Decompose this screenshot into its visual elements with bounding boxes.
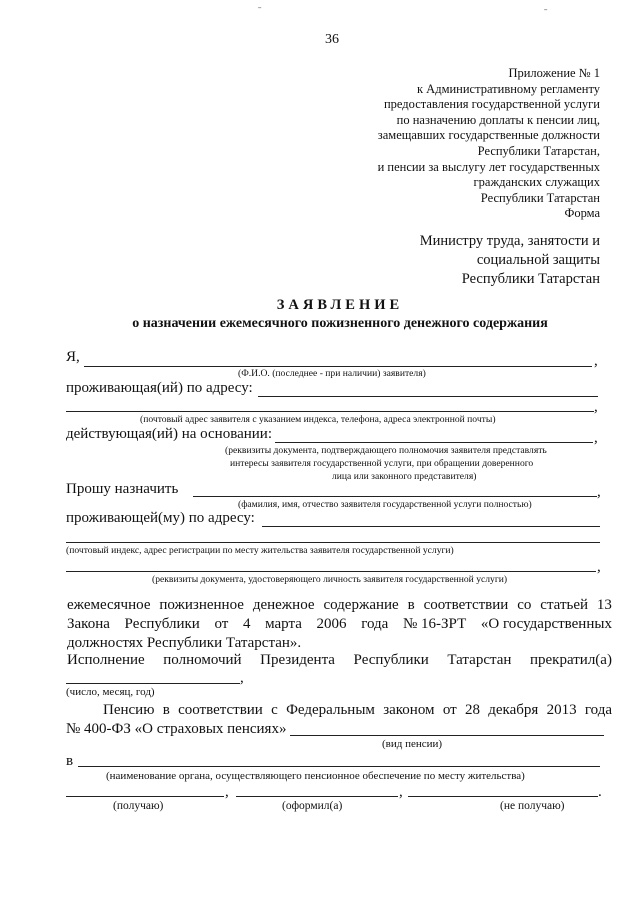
doc-caption-2: интересы заявителя государственной услуги, при обращении доверенного xyxy=(230,458,534,469)
word: 28 xyxy=(464,702,480,718)
paragraph-1-line-2 xyxy=(67,616,612,633)
paragraph-1-line-1 xyxy=(67,597,612,614)
comma: , xyxy=(597,484,601,500)
v-label: в xyxy=(66,753,74,769)
appendix-line: Республики Татарстан, xyxy=(477,143,600,158)
addressee-line: Министру труда, занятости и xyxy=(419,233,600,249)
scan-mark-left: ˉ xyxy=(258,6,262,17)
appendix-line: по назначению доплаты к пенсии лиц, xyxy=(396,112,600,127)
period: . xyxy=(598,784,602,800)
comma: , xyxy=(594,399,598,415)
paragraph-3-line-1 xyxy=(103,702,612,719)
option-not-receive-caption: (не получаю) xyxy=(500,800,565,812)
word: от xyxy=(214,616,229,632)
comma: , xyxy=(225,784,229,800)
option-not-receive-field[interactable] xyxy=(408,796,598,797)
appendix-line: и пенсии за выслугу лет государственных xyxy=(377,159,600,174)
fio-field[interactable] xyxy=(84,366,592,367)
option-receive-field[interactable] xyxy=(66,796,224,797)
word: ежемесячное xyxy=(67,597,151,613)
word: «О государственных xyxy=(480,616,612,632)
option-receive-caption: (получаю) xyxy=(113,800,164,812)
word: Республики xyxy=(353,652,429,668)
word: № 16-ЗРТ xyxy=(402,616,467,632)
fio-caption: (Ф.И.О. (последнее - при наличии) заявителя) xyxy=(238,368,426,379)
index-caption: (почтовый индекс, адрес регистрации по месту жительства заявителя государственной услуги) xyxy=(66,545,454,556)
appendix-block xyxy=(378,66,600,222)
addressee-line: социальной защиты xyxy=(476,252,600,268)
word: декабря xyxy=(488,702,539,718)
option-registered-caption: (оформил(а) xyxy=(282,800,343,812)
scan-mark-right: ˉ xyxy=(544,8,548,19)
word: прекратил(а) xyxy=(530,652,612,668)
word: соответствии xyxy=(423,597,509,613)
date-field[interactable] xyxy=(66,683,240,684)
doc-caption-1: (реквизиты документа, подтверждающего полномочия заявителя представлять xyxy=(225,445,547,456)
acting-label: действующая(ий) на основании: xyxy=(66,426,272,442)
word: пожизненное xyxy=(159,597,244,613)
paragraph-2-line-1 xyxy=(67,652,612,669)
addressee-line: Республики Татарстан xyxy=(461,271,600,287)
appendix-line: Форма xyxy=(564,206,600,221)
word: со xyxy=(517,597,532,613)
comma: , xyxy=(594,430,598,446)
word: марта xyxy=(265,616,302,632)
addressee-block xyxy=(420,232,600,289)
word: в xyxy=(407,597,415,613)
word: денежное xyxy=(252,597,315,613)
word: полномочий xyxy=(163,652,242,668)
word: содержание xyxy=(323,597,399,613)
word: статьей xyxy=(540,597,589,613)
word: в xyxy=(162,702,170,718)
appendix-line: к Административному регламенту xyxy=(416,81,600,96)
document-subtitle: о назначении ежемесячного пожизненного денежного содержания xyxy=(132,316,548,331)
postal-caption: (почтовый адрес заявителя с указанием индекса, телефона, адреса электронной почты) xyxy=(140,414,496,425)
word: 13 xyxy=(596,597,612,613)
word: от xyxy=(442,702,457,718)
option-registered-field[interactable] xyxy=(236,796,398,797)
id-caption: (реквизиты документа, удостоверяющего личность заявителя государственной услуги) xyxy=(152,574,508,585)
appendix-line: Республики Татарстан xyxy=(480,190,600,205)
word: года xyxy=(584,702,612,718)
appendix-line: Приложение № 1 xyxy=(508,66,600,80)
pension-type-field[interactable] xyxy=(290,735,604,736)
document-title: ЗАЯВЛЕНИЕ xyxy=(276,297,404,313)
id-document-field[interactable] xyxy=(66,571,596,572)
word: 4 xyxy=(242,616,251,632)
acting-field[interactable] xyxy=(275,442,593,443)
appendix-line: гражданских служащих xyxy=(473,175,600,190)
doc-caption-3: лица или законного представителя) xyxy=(332,471,477,482)
comma: , xyxy=(399,784,403,800)
page-number: 36 xyxy=(325,32,339,47)
paragraph-3-line-2: № 400-ФЗ «О страховых пенсиях» xyxy=(66,721,287,737)
postal-address-field[interactable] xyxy=(66,411,594,412)
appendix-line: замещавших государственные должности xyxy=(377,128,600,143)
ya-label: Я, xyxy=(66,349,80,365)
word: Федеральным xyxy=(286,702,375,718)
appendix-line: предоставления государственной услуги xyxy=(383,97,600,112)
word: 2013 xyxy=(546,702,577,718)
applicant-name-field[interactable] xyxy=(193,496,597,497)
comma: , xyxy=(240,670,244,686)
comma: , xyxy=(597,559,601,575)
word: Закона xyxy=(67,616,110,632)
name-caption: (фамилия, имя, отчество заявителя государственной услуги полностью) xyxy=(238,499,532,510)
word: Пенсию xyxy=(103,702,155,718)
word: Республики xyxy=(124,616,200,632)
word: года xyxy=(361,616,389,632)
request-label: Прошу назначить xyxy=(66,481,179,497)
word: законом xyxy=(383,702,435,718)
pension-caption: (вид пенсии) xyxy=(382,738,443,750)
registration-address-field[interactable] xyxy=(66,542,600,543)
organ-caption: (наименование органа, осуществляющего пенсионное обеспечение по месту жительства) xyxy=(106,770,525,782)
word: 2006 xyxy=(316,616,347,632)
comma: , xyxy=(594,353,598,369)
date-caption: (число, месяц, год) xyxy=(66,686,155,698)
pension-organ-field[interactable] xyxy=(78,766,600,767)
residing-label: проживающая(ий) по адресу: xyxy=(66,380,253,396)
word: Татарстан xyxy=(447,652,512,668)
residing2-label: проживающей(му) по адресу: xyxy=(66,510,255,526)
word: Президента xyxy=(260,652,335,668)
residing2-field[interactable] xyxy=(262,526,600,527)
paragraph-1-line-3: должностях Республики Татарстан». xyxy=(67,635,302,651)
word: Исполнение xyxy=(67,652,145,668)
word: соответствии xyxy=(178,702,263,718)
residing-field[interactable] xyxy=(258,396,598,397)
word: с xyxy=(271,702,278,718)
